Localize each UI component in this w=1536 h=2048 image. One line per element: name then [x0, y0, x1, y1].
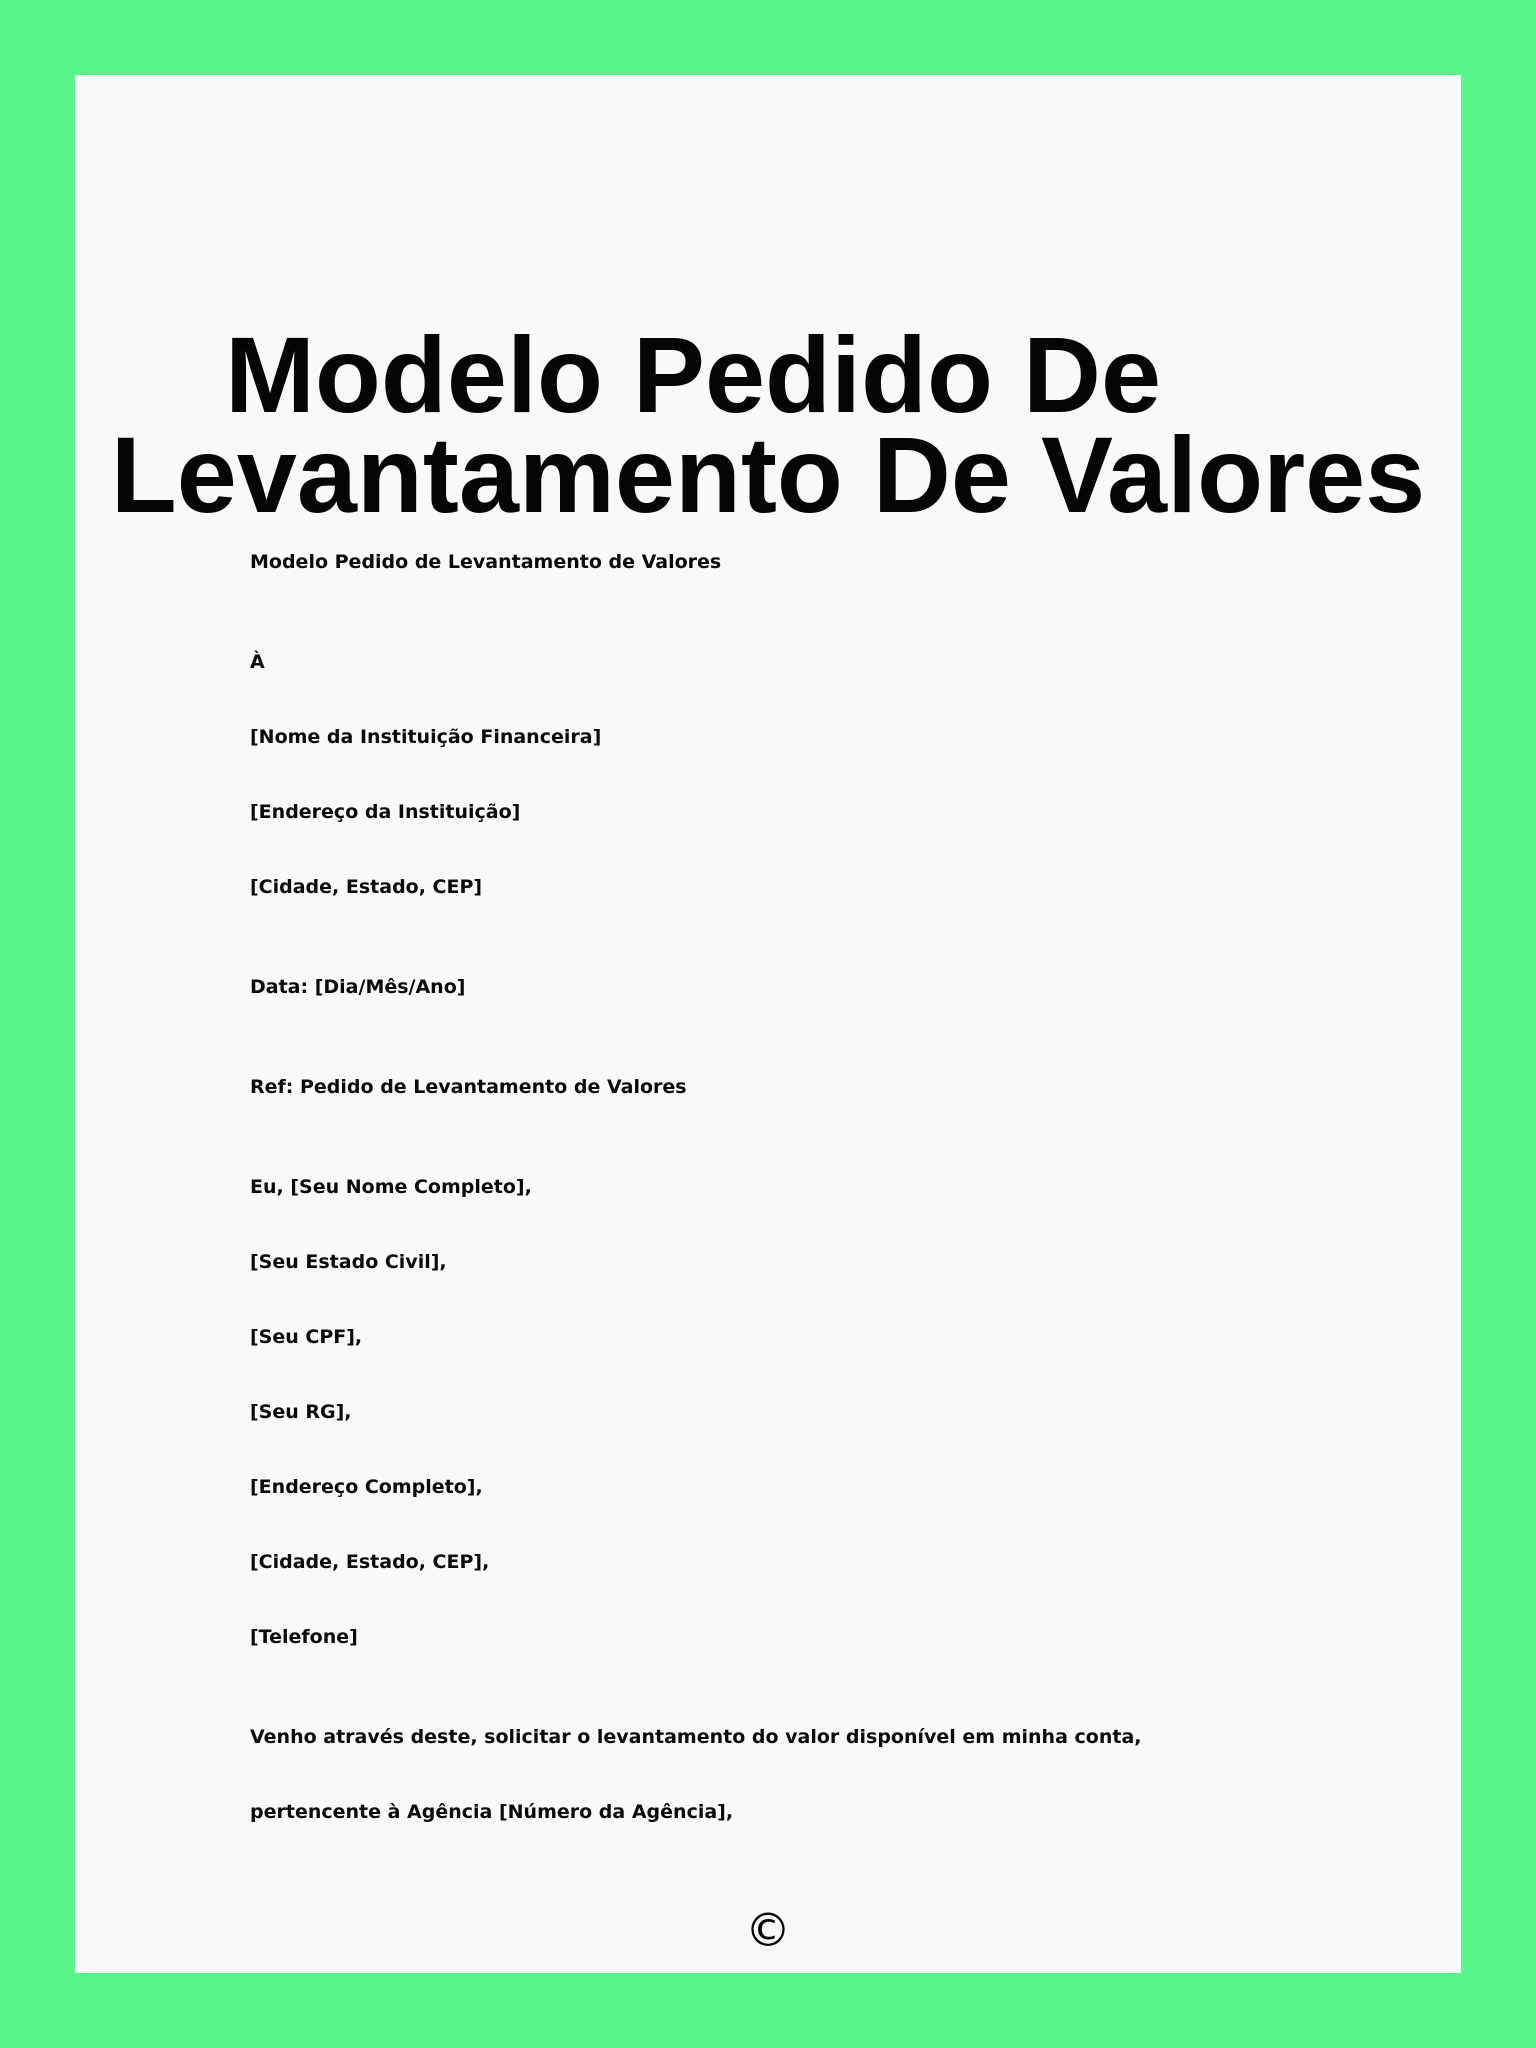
document-page	[75, 75, 1461, 1973]
request-paragraph-line-1: Venho através deste, solicitar o levantamento do valor disponível em minha conta,	[250, 1726, 1142, 1748]
body-heading: Modelo Pedido de Levantamento de Valores	[250, 551, 722, 573]
institution-city: [Cidade, Estado, CEP]	[250, 876, 483, 898]
sender-address: [Endereço Completo],	[250, 1476, 483, 1498]
document-title	[75, 314, 1461, 535]
sender-marital-status: [Seu Estado Civil],	[250, 1251, 447, 1273]
reference-line: Ref: Pedido de Levantamento de Valores	[250, 1076, 687, 1098]
request-paragraph-line-2: pertencente à Agência [Número da Agência],	[250, 1801, 734, 1823]
sender-cpf: [Seu CPF],	[250, 1326, 363, 1348]
date-line: Data: [Dia/Mês/Ano]	[250, 976, 466, 998]
copyright-icon: ©	[745, 1903, 791, 1957]
sender-phone: [Telefone]	[250, 1626, 358, 1648]
sender-city: [Cidade, Estado, CEP],	[250, 1551, 490, 1573]
title-line-1: Modelo Pedido De	[224, 314, 1162, 435]
recipient-prefix: À	[250, 651, 265, 673]
sender-rg: [Seu RG],	[250, 1401, 352, 1423]
institution-address: [Endereço da Instituição]	[250, 801, 521, 823]
title-line-2: Levantamento De Valores	[110, 414, 1426, 535]
sender-name: Eu, [Seu Nome Completo],	[250, 1176, 532, 1198]
institution-name: [Nome da Instituição Financeira]	[250, 726, 602, 748]
